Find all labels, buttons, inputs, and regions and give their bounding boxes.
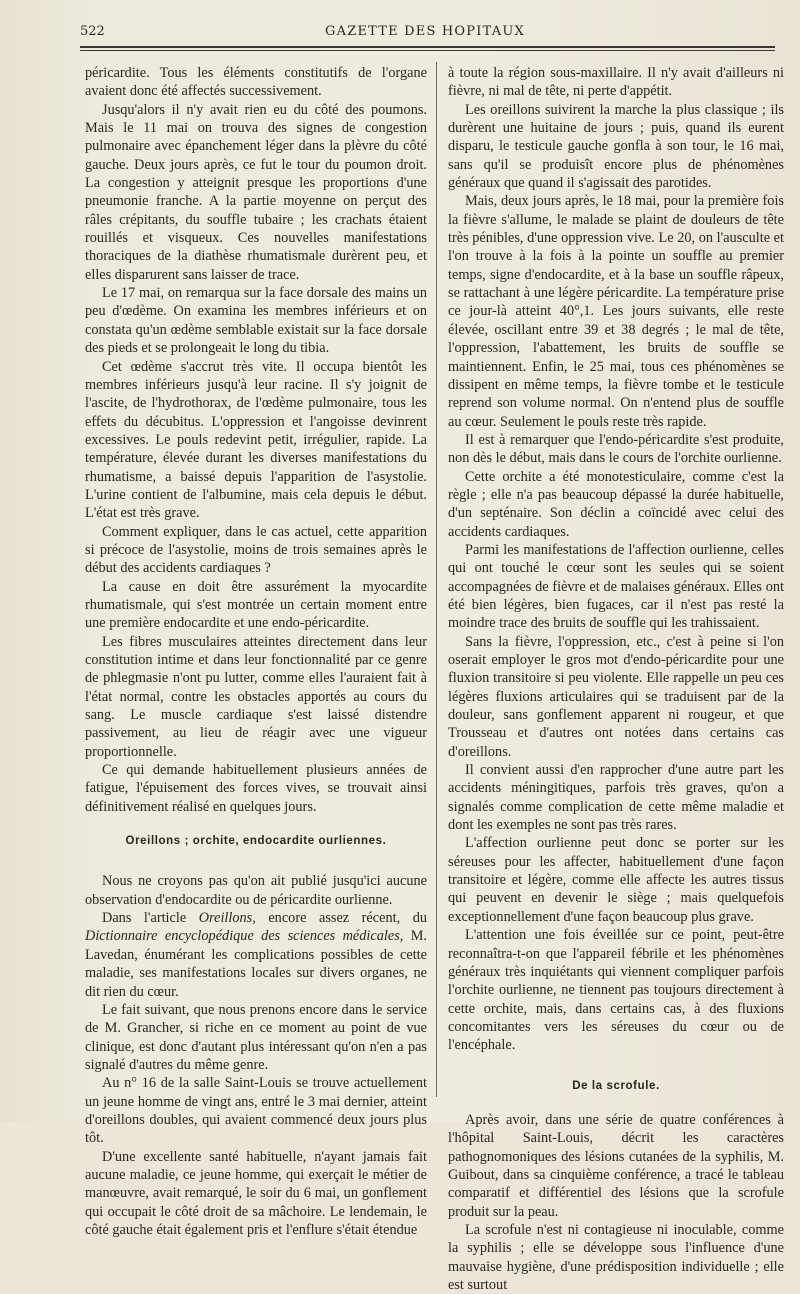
paragraph: péricardite. Tous les éléments constitutifs de l'organe avaient donc été affectés successivement.	[85, 65, 427, 100]
paragraph: Nous ne croyons pas qu'on ait publié jusqu'ici aucune observation d'endocardite ou de péricardite ourlienne.	[85, 873, 427, 908]
text-run: M. Lavedan, énumérant les complications possibles de cette maladie, ses manifestations locales sur divers organes, ne dit rien du cœur.	[85, 928, 427, 1000]
paragraph-with-citation	[85, 909, 427, 1001]
column-divider	[436, 62, 437, 1097]
paragraph: Cet œdème s'accrut très vite. Il occupa bientôt les membres inférieurs jusqu'à leur racine. Il s'y joignit de l'ascite, de l'hydrothorax, de l'œdème pulmonaire, tous les effets du décubitus. L'oppression et l'angoisse devinrent excessives. Le pouls redevint petit, irrégulier, rapide. La température, élevée durant les diverses manifestations du rhumatisme, a baissé depuis l'apparition de l'asystolie. L'urine contient de l'albumine, mais cela depuis le début. L'état est très grave.	[85, 358, 427, 522]
paragraph: Les fibres musculaires atteintes directement dans leur constitution intime et dans leur fonctionnalité par ce genre de phlegmasie n'ont pu lutter, comme elles l'auraient fait à l'état normal, contre les obstacles apportés au cours du sang. Le muscle cardiaque s'est laissé distendre passivement, au lieu de réagir avec une vigueur proportionnelle.	[85, 633, 427, 760]
paragraph: Après avoir, dans une série de quatre conférences à l'hôpital Saint-Louis, décrit les caractères pathognomoniques des lésions cutanées de la syphilis, M. Guibout, dans sa cinquième conférence, a tracé le tableau comparatif et différentiel des lésions que la scrofule produit sur la peau.	[448, 1111, 784, 1220]
section-title-oreillons: Oreillons ; orchite, endocardite ourliennes.	[125, 835, 387, 848]
paragraph: Au n° 16 de la salle Saint-Louis se trouve actuellement un jeune homme de vingt ans, entré le 3 mai dernier, atteint d'oreillons doubles, qui avaient commencé deux jours plus tôt.	[85, 1075, 427, 1147]
left-column	[85, 64, 427, 1238]
journal-title: GAZETTE DES HOPITAUX	[325, 24, 525, 39]
italic-citation: Dictionnaire encyclopédique des sciences médicales,	[85, 928, 404, 945]
italic-citation: Oreillons,	[198, 910, 256, 927]
paragraph: Mais, deux jours après, le 18 mai, pour la première fois la fièvre s'allume, le malade se plaint de douleurs de tête très pénibles, d'une oppression vive. Le 20, on l'ausculte et l'on trouve à la fois à la pointe un souffle au premier temps, signe d'endocardite, et à la base un souffle râpeux, se rattachant à une légère péricardite. La température prise ce jour-là atteint 40°,1. Les jours suivants, elle reste élevée, oscillant entre 39 et 38 degrés ; le mal de tête, l'oppression, l'abattement, les bruits de souffle se maintiennent. Enfin, le 25 mai, tous ces phénomènes se dissipent en même temps, la fièvre tombe et le testicule reprend son volume normal. On n'entend plus de souffle au cœur. Seulement le pouls reste très rapide.	[448, 193, 784, 430]
paragraph: Ce qui demande habituellement plusieurs années de fatigue, l'épuisement des forces vives, se trouvait ainsi définitivement réalisé en quelques jours.	[85, 762, 427, 815]
paragraph: Il convient aussi d'en rapprocher d'une autre part les accidents méningitiques, parfois très graves, qu'on a signalés comme complication de cette même maladie et dont les exemples ne sont pas très rares.	[448, 762, 784, 834]
paragraph: Le fait suivant, que nous prenons encore dans le service de M. Grancher, si riche en ce moment au point de vue clinique, est donc d'autant plus intéressant qu'on n'en a pas signalé d'autres du même genre.	[85, 1001, 427, 1073]
paragraph: La scrofule n'est ni contagieuse ni inoculable, comme la syphilis ; elle se développe sous l'influence d'une mauvaise hygiène, d'une prédisposition individuelle ; elle est surtout	[448, 1221, 784, 1293]
paragraph: Il est à remarquer que l'endo-péricardite s'est produite, non dès le début, mais dans le cours de l'orchite ourlienne.	[448, 431, 784, 467]
text-run: Dans l'article	[102, 910, 199, 927]
header-rule-thin	[80, 50, 775, 51]
paragraph: à toute la région sous-maxillaire. Il n'y avait d'ailleurs ni fièvre, ni mal de tête, ni perte d'appétit.	[448, 65, 784, 100]
section-title-scrofule: De la scrofule.	[572, 1079, 660, 1092]
paragraph: L'attention une fois éveillée sur ce point, peut-être reconnaîtra-t-on que l'appareil fébrile et les phénomènes généraux très inquiétants qui viennent compliquer parfois l'orchite ourlienne, ne tiennent pas toujours directement à cette orchite, mais, dans certains cas, à des fluxions concomitantes vers les séreuses du cœur ou de l'encéphale.	[448, 927, 784, 1054]
paragraph: Les oreillons suivirent la marche la plus classique ; ils durèrent une huitaine de jours ; puis, quand ils eurent disparu, le testicule gauche gonfla à son tour, le 16 mai, sans qu'il se produisît encore plus de phénomènes généraux que quand il s'agissait des parotides.	[448, 101, 784, 192]
right-column	[448, 64, 784, 1293]
text-run: encore assez récent, du	[255, 910, 427, 927]
page-number: 522	[80, 24, 105, 39]
header-rule	[80, 46, 775, 48]
paragraph: D'une excellente santé habituelle, n'ayant jamais fait aucune maladie, ce jeune homme, qui exerçait le métier de manœuvre, avait remarqué, le soir du 6 mai, un gonflement qui occupait le côté droit de sa mâchoire. Le lendemain, le côté gauche était également pris et l'enflure s'était étendue	[85, 1148, 427, 1238]
paragraph: Jusqu'alors il n'y avait rien eu du côté des poumons. Mais le 11 mai on trouva des signes de congestion pulmonaire avec épanchement léger dans la plèvre du côté gauche. Deux jours après, ce fut le tour du poumon droit. La congestion y atteignit presque les proportions d'une pneumonie franche. A la partie moyenne on perçut des râles crépitants, du souffle tubaire ; les crachats étaient rouillés et visqueux. Ces nouvelles manifestations thoraciques de la diathèse rhumatismale durèrent peu, et elles disparurent sans laisser de trace.	[85, 101, 427, 283]
paragraph: La cause en doit être assurément la myocardite rhumatismale, qui s'est montrée un certain moment entre une première endocardite et une endo-péricardite.	[85, 578, 427, 632]
paragraph: Sans la fièvre, l'oppression, etc., c'est à peine si l'on oserait employer le gros mot d'endo-péricardite pour une fluxion transitoire si peu violente. Elle rappelle un peu ces légères fluxions articulaires qui se traduisent par de la douleur, sans gonflement apparent ni rougeur, et que Trousseau et d'autres ont notées dans certains cas d'oreillons.	[448, 633, 784, 760]
paragraph: Comment expliquer, dans le cas actuel, cette apparition si précoce de l'asystolie, moins de trois semaines après le début des accidents cardiaques ?	[85, 523, 427, 577]
paragraph: Le 17 mai, on remarqua sur la face dorsale des mains un peu d'œdème. On examina les membres inférieurs et on constata qu'un œdème semblable existait sur la face dorsale des pieds et se prolongeait le long du tibia.	[85, 285, 427, 357]
paragraph: Cette orchite a été monotesticulaire, comme c'est la règle ; elle n'a pas beaucoup dépassé la durée habituelle, d'un septénaire. Son déclin a coïncidé avec celui des accidents cardiaques.	[448, 468, 784, 540]
page-header	[80, 24, 770, 48]
paragraph: Parmi les manifestations de l'affection ourlienne, celles qui ont touché le cœur sont les seules qui se soient accompagnées de fièvre et de malaises généraux. Elles ont été bien légères, bien fugaces, car il n'est pas resté la moindre trace des bruits de souffle qui les trahissaient.	[448, 541, 784, 632]
paragraph: L'affection ourlienne peut donc se porter sur les séreuses pour les affecter, habituellement d'une façon transitoire et légère, comme elle affecte les autres tissus qui peuvent en devenir le siège ; mais quelquefois exceptionnellement d'une façon beaucoup plus grave.	[448, 835, 784, 925]
